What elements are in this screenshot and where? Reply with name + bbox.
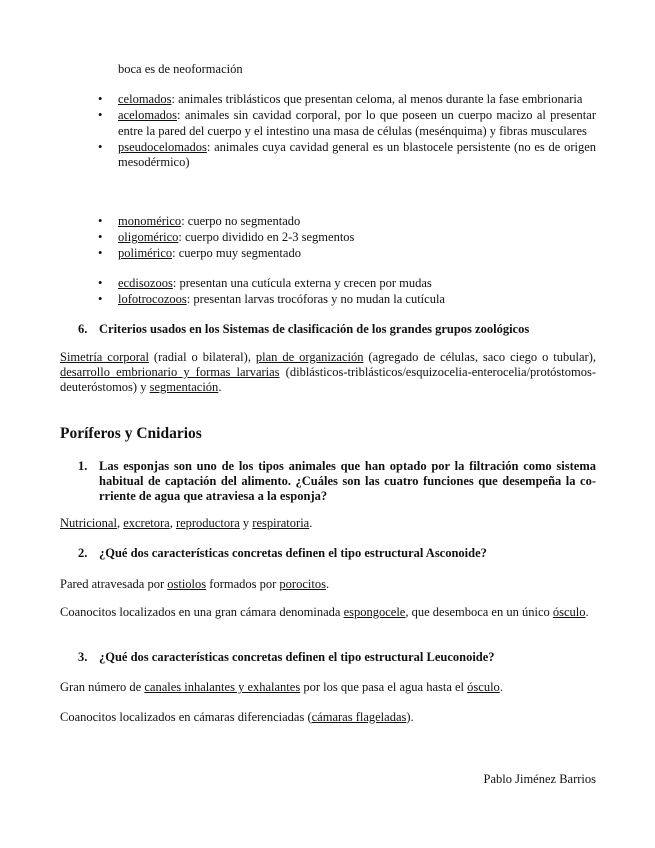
term: oligomérico [118,230,179,244]
answer-2-line-2: Coanocitos localizados en una gran cámara denominada espongocele, que desemboca en un único ósculo. [60,605,589,619]
term: pseudocelomados [118,139,207,154]
term: acelomados [118,108,178,122]
term: espongocele [343,605,406,619]
criteria-paragraph: Simetría corporal (radial o bilateral), plan de organización (agregado de células, saco ciego o tubular), desarrollo embrionario y formas larvarias (diblásticos-triblásticos/esquizocelia-enterocelia/protóstomos-deuteróstomos) y segmentación. [60,350,597,394]
answer-1: Nutricional, excretora, reproductora y respiratoria. [60,516,313,530]
list-item: • ecdisozoos: presentan una cutícula externa y crecen por mudas [98,276,596,292]
question-3 [78,650,596,665]
term: Simetría corporal [60,350,149,364]
continuation-text: boca es de neoformación [118,62,243,76]
term: respiratoria [252,516,310,530]
term: reproductora [175,516,240,530]
growth-bullet-list [98,276,596,308]
question-text: Las esponjas son uno de los tipos animales que han optado por la filtración como sistema habitual de captación del alimento. ¿Cuáles son las cuatro funciones que desempeña la corriente de agua que atraviesa a la esponja? [99,459,596,503]
list-item: • polimérico: cuerpo muy segmentado [98,246,596,262]
list-item: • pseudocelomados: animales cuya cavidad general es un blastocele persistente (no es de origen mesodérmico) [98,140,596,171]
question-text: Criterios usados en los Sistemas de clasificación de los grandes grupos zoológicos [99,322,530,336]
term: excretora [123,516,170,530]
term: ostiolos [167,577,207,591]
answer-3-line-2: Coanocitos localizados en cámaras diferenciadas (cámaras flageladas). [60,710,414,724]
answer-3-line-1: Gran número de canales inhalantes y exhalantes por los que pasa el agua hasta el ósculo. [60,680,503,694]
list-item: • lofotrocozoos: presentan larvas trocóforas y no mudan la cutícula [98,292,596,308]
term: celomados [118,92,172,106]
document-page [60,0,596,848]
question-text: ¿Qué dos características concretas definen el tipo estructural Asconoide? [99,546,487,560]
term: desarrollo embrionario y formas larvarias [60,365,280,379]
question-2 [78,546,596,561]
question-1 [78,459,596,504]
answer-2-line-1: Pared atravesada por ostiolos formados por porocitos. [60,577,330,591]
term: polimérico [118,246,173,260]
term: ecdisozoos [118,276,173,290]
term: canales inhalantes y exhalantes [144,680,301,694]
term: ósculo [467,680,500,694]
term: Nutricional [60,516,117,530]
term: monomérico [118,214,182,228]
question-text: ¿Qué dos características concretas definen el tipo estructural Leuconoide? [99,650,495,664]
question-number: 1. [78,459,88,473]
celom-bullet-list [98,92,596,171]
term: cámaras flageladas [311,710,407,724]
term: lofotrocozoos [118,292,187,306]
segment-bullet-list [98,214,596,262]
term: plan de organización [255,350,364,364]
list-item: • celomados: animales triblásticos que presentan celoma, al menos durante la fase embrionaria [98,92,596,108]
question-number: 2. [78,546,88,560]
list-item: • acelomados: animales sin cavidad corporal, por lo que poseen un cuerpo macizo al presentar entre la pared del cuerpo y el intestino una masa de células (mesénquima) y fibras musculares [98,108,596,139]
term: segmentación [149,380,219,394]
term: ósculo [552,605,586,619]
question-number: 6. [78,322,88,336]
question-6 [78,322,596,337]
author-name: Pablo Jiménez Barrios [483,772,596,786]
list-item: • oligomérico: cuerpo dividido en 2-3 segmentos [98,230,596,246]
term: porocitos [279,577,326,591]
section-title: Poríferos y Cnidarios [60,425,202,442]
question-number: 3. [78,650,88,664]
list-item: • monomérico: cuerpo no segmentado [98,214,596,230]
